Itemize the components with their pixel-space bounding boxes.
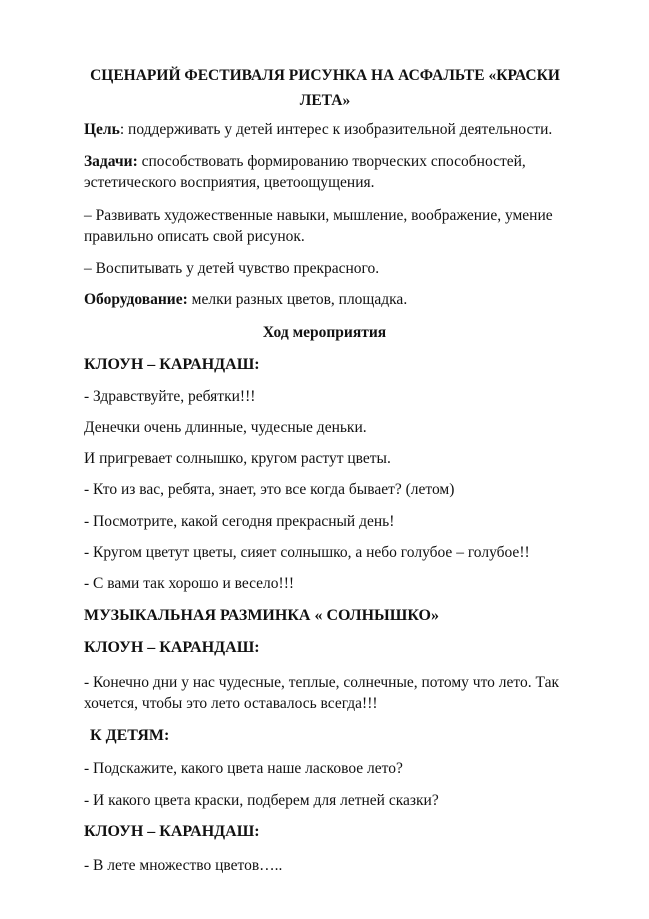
goal-text: : поддерживать у детей интерес к изобразительной деятельности. [119,121,553,138]
goal-paragraph [84,120,604,140]
equipment-paragraph [84,290,604,310]
task-3-paragraph: – Воспитывать у детей чувство прекрасного. [84,260,380,277]
dialogue-line-6: - Кругом цветут цветы, сияет солнышко, а небо голубое – голубое!! [84,544,530,561]
speaker-heading-clown-2: КЛОУН – КАРАНДАШ: [84,639,260,656]
dialogue-line-9: - Подскажите, какого цвета наше ласковое лето? [84,760,403,777]
dialogue-line-5: - Посмотрите, какой сегодня прекрасный день! [84,513,395,530]
speaker-heading-clown-3: КЛОУН – КАРАНДАШ: [84,823,260,840]
equipment-text: мелки разных цветов, площадка. [187,291,408,308]
tasks-text: способствовать формированию творческих способностей, эстетического восприятия, цветоощущения. [84,153,526,191]
dialogue-line-8: - Конечно дни у нас чудесные, теплые, солнечные, потому что лето. Так хочется, чтобы это лето оставалось всегда!!! [84,674,559,712]
goal-label: Цель [84,121,120,138]
task-2-paragraph: – Развивать художественные навыки, мышление, воображение, умение правильно описать свой рисунок. [84,207,553,245]
tasks-paragraph [84,151,604,193]
section-heading: Ход мероприятия [262,324,387,341]
equipment-label: Оборудование: [84,291,188,308]
music-warmup-heading: МУЗЫКАЛЬНАЯ РАЗМИНКА « СОЛНЫШКО» [84,607,439,624]
speaker-heading-clown-1: КЛОУН – КАРАНДАШ: [84,356,260,373]
to-children-heading: К ДЕТЯМ: [90,727,170,744]
dialogue-line-10: - И какого цвета краски, подберем для летней сказки? [84,792,439,809]
dialogue-line-1: - Здравствуйте, ребятки!!! [84,388,256,405]
dialogue-line-4: - Кто из вас, ребята, знает, это все когда бывает? (летом) [84,481,455,498]
dialogue-line-7: - С вами так хорошо и весело!!! [84,575,295,592]
dialogue-line-2: Денечки очень длинные, чудесные деньки. [84,419,367,436]
document-title: СЦЕНАРИЙ ФЕСТИВАЛЯ РИСУНКА НА АСФАЛЬТЕ «КРАСКИ ЛЕТА» [90,67,560,109]
dialogue-line-3: И пригревает солнышко, кругом растут цветы. [84,450,391,467]
tasks-label: Задачи: [84,153,138,170]
dialogue-line-11: - В лете множество цветов….. [84,857,283,874]
